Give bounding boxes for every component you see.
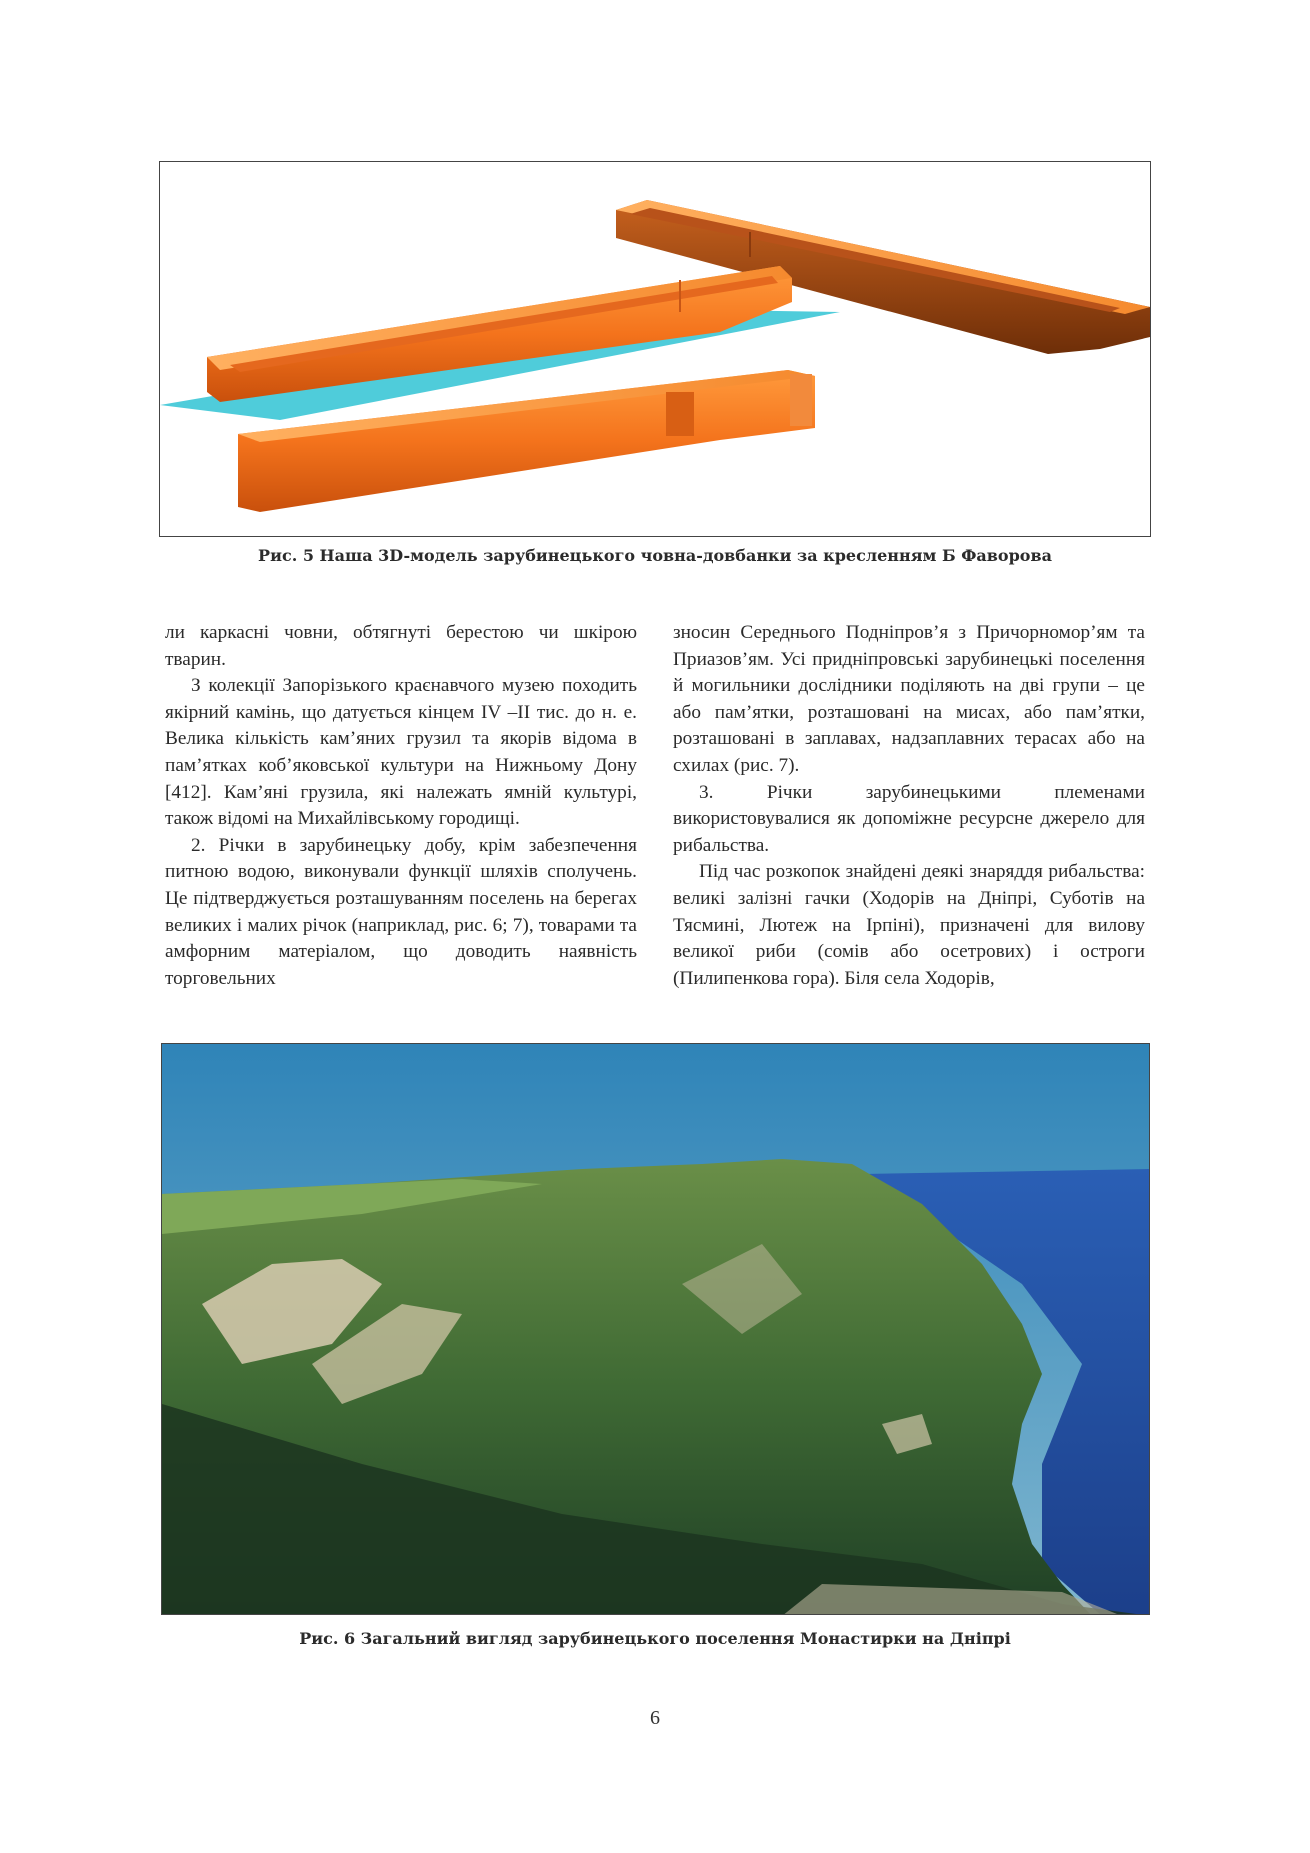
text-column-left: [165, 620, 637, 992]
figure-6-caption: Рис. 6 Загальний вигляд зарубинецького поселення Монастирки на Дніпрі: [299, 1629, 1011, 1648]
figure-5-image: [159, 161, 1151, 537]
figure-5-caption: Рис. 5 Наша 3D-модель зарубинецького човна-довбанки за кресленням Б Фаворова: [258, 546, 1052, 565]
text-column-right: [673, 620, 1145, 992]
paragraph: 3. Річки зарубинецькими племенами використовувалися як допоміжне ресурсне джерело для рибальства.: [673, 781, 1145, 856]
paragraph: ли каркасні човни, обтягнуті берестою чи шкірою тварин.: [165, 622, 637, 670]
paragraph: Під час розкопок знайдені деякі знаряддя рибальства: великі залізні гачки (Ходорів на Дніпрі, Суботів на Тясмині, Лютеж на Ірпіні), призначені для вилову великої риби (сомів або осетрових) і остроги (Пилипенкова гора). Біля села Ходорів,: [673, 861, 1145, 989]
boat-model-illustration: [160, 162, 1151, 537]
paragraph: зносин Середнього Подніпров’я з Причорномор’ям та Приазов’ям. Усі придніпровські зарубинецькі поселення й могильники дослідники поділяють на дві групи – це або пам’ятки, розташовані на мисах, або пам’ятки, розташовані в заплавах, надзаплавних терасах або на схилах (рис. 7).: [673, 622, 1145, 776]
landscape-photo: [162, 1044, 1150, 1615]
paragraph: 2. Річки в зарубинецьку добу, крім забезпечення питною водою, виконували функції шляхів сполучень. Це підтверджується розташуванням поселень на берегах великих і малих річок (наприклад, рис. 6; 7), товарами та амфорним матеріалом, що доводить наявність торговельних: [165, 834, 637, 989]
page-number: 6: [650, 1707, 660, 1729]
paragraph: З колекції Запорізького краєнавчого музею походить якірний камінь, що датується кінцем IV –II тис. до н. е. Велика кількість кам’яних грузил та якорів відома в пам’ятках коб’яковської культури на Нижньому Дону [412]. Кам’яні грузила, які належать ямній культурі, також відомі на Михайлівському городищі.: [165, 675, 637, 830]
figure-6-photo: [161, 1043, 1150, 1615]
